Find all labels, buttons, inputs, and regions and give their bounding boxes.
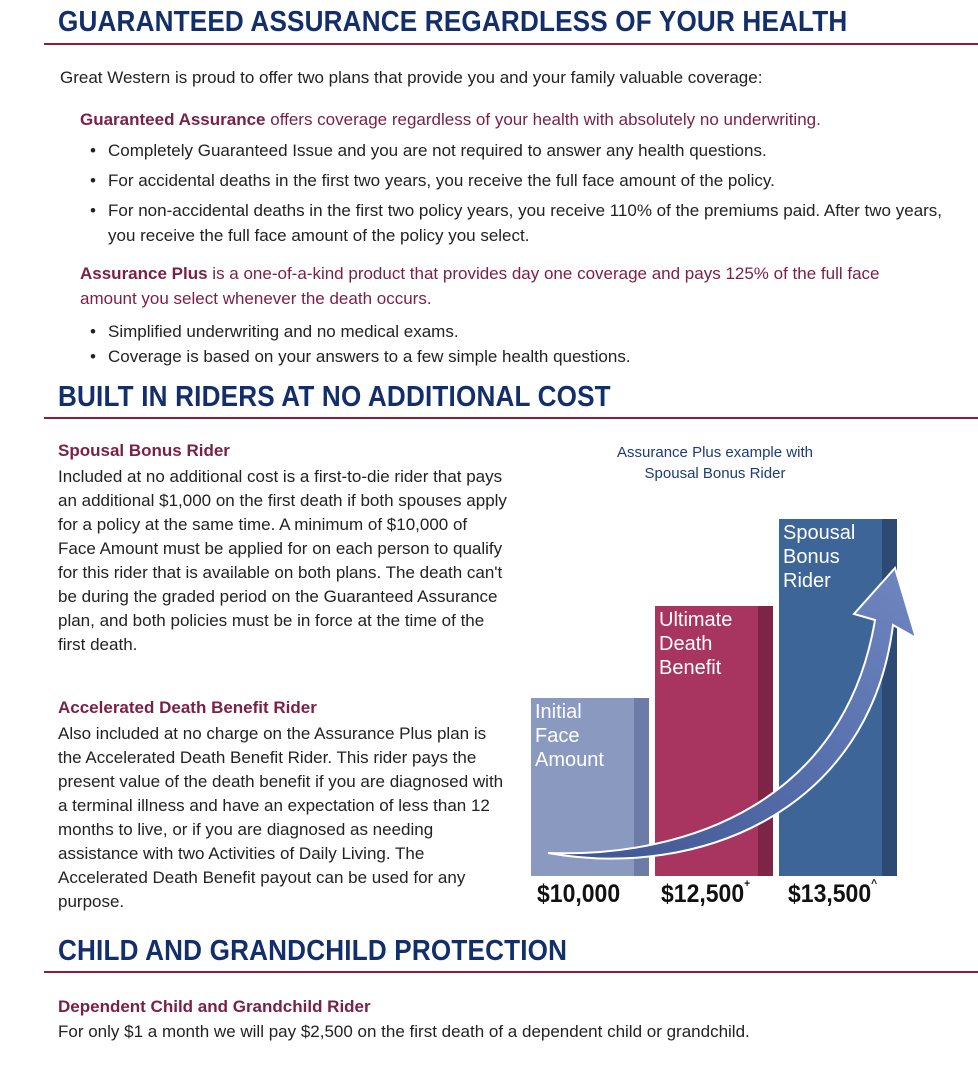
plan-name: Guaranteed Assurance <box>80 110 266 129</box>
bar-category-label: Spousal Bonus Rider <box>783 522 856 592</box>
rider-title-spousal: Spousal Bonus Rider <box>58 441 230 460</box>
list-item: • Completely Guaranteed Issue and you are not required to answer any health questions. <box>90 138 950 163</box>
bar-value-label: $13,500^ <box>788 878 878 908</box>
rider-body-accelerated: Also included at no charge on the Assurance Plus plan is the Accelerated Death Benefit Rider. This rider pays the present value of the death benefit if you are diagnosed with a terminal illness and have an expectation of less than 12 months to live, or if you are diagnosed as needing assistance with two Activities of Daily Living. The Accelerated Death Benefit payout can be used for any purpose. <box>58 724 504 911</box>
section-heading-guaranteed: GUARANTEED ASSURANCE REGARDLESS OF YOUR HEALTH <box>58 6 848 38</box>
bar-category-label: Ultimate Death Benefit <box>659 609 733 679</box>
footnote-mark: + <box>744 878 751 890</box>
footnote-mark: ^ <box>871 878 878 890</box>
section-divider <box>44 971 978 973</box>
list-item: • For non-accidental deaths in the first two policy years, you receive 110% of the premiums paid. After two years, you receive the full face amount of the policy you select. <box>90 198 950 248</box>
plan-name: Assurance Plus <box>80 264 208 283</box>
bar-category-label: Initial Face Amount <box>535 701 604 771</box>
rider-body-spousal: Included at no additional cost is a first-to-die rider that pays an additional $1,000 on the first death if both spouses apply for a policy at the same time. A minimum of $10,000 of Face Amount must be applied for on each person to qualify for this rider that is available on both plans. The death can't be during the graded period on the Guaranteed Assurance plan, and both policies must be in force at the time of the first death. <box>58 467 507 654</box>
list-item: • For accidental deaths in the first two years, you receive the full face amount of the policy. <box>90 168 950 193</box>
section-heading-child: CHILD AND GRANDCHILD PROTECTION <box>58 935 568 967</box>
rider-title-accelerated: Accelerated Death Benefit Rider <box>58 698 317 717</box>
rider-body-dependent: For only $1 a month we will pay $2,500 on the first death of a dependent child or grandchild. <box>58 1022 750 1041</box>
intro-text: Great Western is proud to offer two plans that provide you and your family valuable coverage: <box>60 68 763 87</box>
chart-title: Assurance Plus example with Spousal Bonus Rider <box>617 444 813 482</box>
section-heading-riders: BUILT IN RIDERS AT NO ADDITIONAL COST <box>58 381 611 413</box>
bar-value-label: $10,000 <box>537 880 621 908</box>
bar-value-label: $12,500+ <box>661 878 751 908</box>
rider-title-dependent: Dependent Child and Grandchild Rider <box>58 997 371 1016</box>
list-item: • Simplified underwriting and no medical exams. <box>90 319 950 344</box>
plan-description: offers coverage regardless of your health with absolutely no underwriting. <box>270 110 821 129</box>
list-item: • Coverage is based on your answers to a few simple health questions. <box>90 344 950 369</box>
plan-description: is a one-of-a-kind product that provides day one coverage and pays 125% of the full face amount you select whenever the death occurs. <box>80 264 880 308</box>
